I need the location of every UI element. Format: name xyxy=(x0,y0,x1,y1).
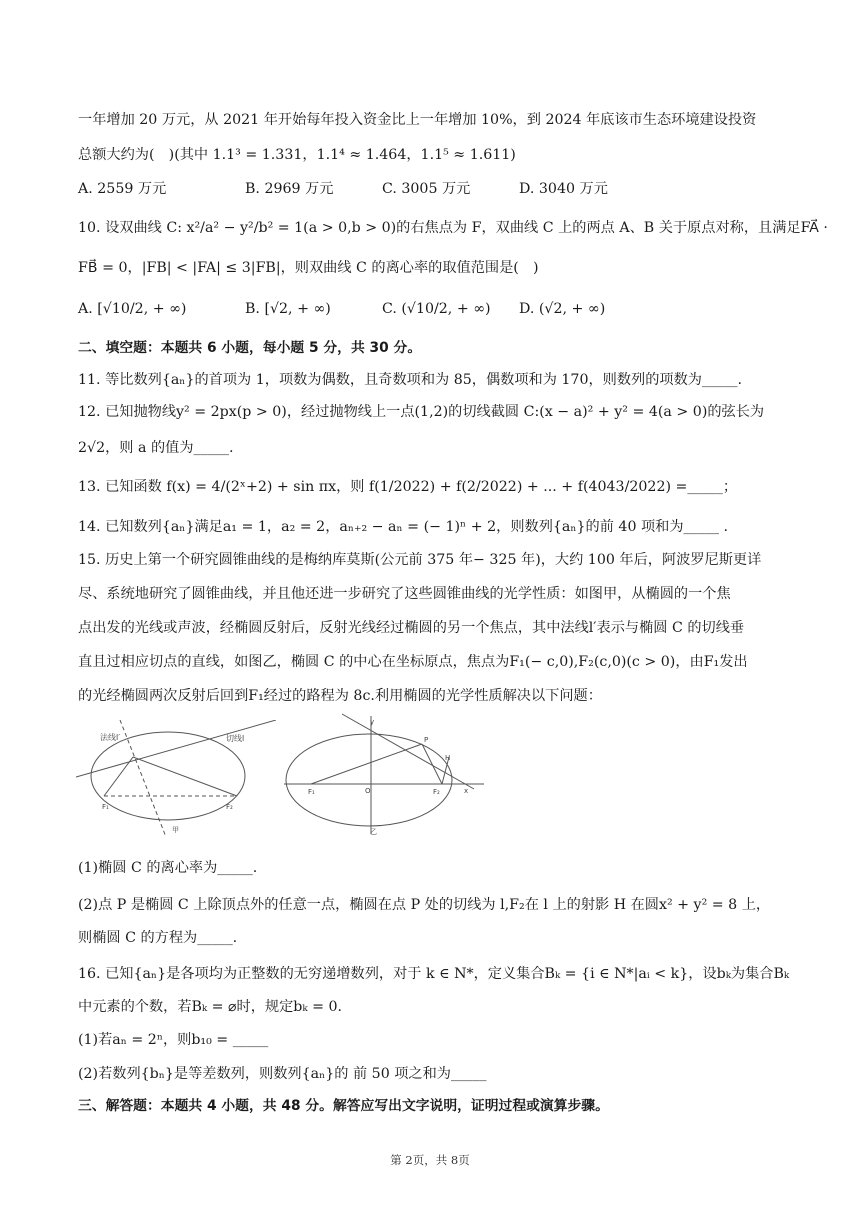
q15-part1: (1)椭圆 C 的离心率为_____. xyxy=(78,860,258,876)
origin-label: O xyxy=(365,787,371,795)
q15-stem-line3: 点出发的光线或声波，经椭圆反射后，反射光线经过椭圆的另一个焦点，其中法线l′表示与椭圆 C 的切线垂 xyxy=(78,620,745,636)
q15-part2-line2: 则椭圆 C 的方程为_____. xyxy=(78,930,238,946)
caption-yi: 乙 xyxy=(370,828,377,836)
q11-stem: 11. 等比数列{aₙ}的首项为 1，项数为偶数，且奇数项和为 85，偶数项和为 170，则数列的项数为_____. xyxy=(78,372,742,388)
q13-stem: 13. 已知函数 f(x) = 4/(2ˣ+2) + sin πx，则 f(1/2022) + f(2/2022) + ... + f(4043/2022) =_____； xyxy=(78,479,738,495)
q10-stem-line2: FB⃗ = 0，|FB| < |FA| ≤ 3|FB|，则双曲线 C 的离心率的取值范围是( ) xyxy=(78,260,539,276)
page-footer: 第 2页，共 8页 xyxy=(390,1153,470,1167)
figure-yi xyxy=(284,712,490,838)
point-p-label: P xyxy=(424,736,429,744)
q16-part2: (2)若数列{bₙ}是等差数列，则数列{aₙ}的 前 50 项之和为_____ xyxy=(78,1066,487,1082)
q16-stem-line1: 16. 已知{aₙ}是各项均为正整数的无穷递增数列，对于 k ∈ N*，定义集合Bₖ = {i ∈ N*|aᵢ < k}，设bₖ为集合Bₖ xyxy=(78,966,790,982)
f1-label: F₁ xyxy=(102,803,109,811)
x-axis-label: x xyxy=(464,787,469,795)
q9-option-a[interactable]: A. 2559 万元 xyxy=(78,181,167,197)
q12-stem-line1: 12. 已知抛物线y² = 2px(p > 0)，经过抛物线上一点(1,2)的切线截圆 C:(x − a)² + y² = 4(a > 0)的弦长为 xyxy=(78,404,765,420)
q9-option-d[interactable]: D. 3040 万元 xyxy=(519,181,608,197)
tangent-line-label: 切线l xyxy=(226,734,245,743)
q15-part2-line1: (2)点 P 是椭圆 C 上除顶点外的任意一点，椭圆在点 P 处的切线为 l,F₂在 l 上的射影 H 在圆x² + y² = 8 上， xyxy=(78,897,771,913)
q15-stem-line1: 15. 历史上第一个研究圆锥曲线的是梅纳库莫斯(公元前 375 年− 325 年)，大约 100 年后，阿波罗尼斯更详 xyxy=(78,552,762,568)
q10-stem-line1: 10. 设双曲线 C: x²/a² − y²/b² = 1(a > 0,b > 0)的右焦点为 F，双曲线 C 上的两点 A、B 关于原点对称，且满足FA⃗ · xyxy=(78,220,828,236)
q15-stem-line4: 直且过相应切点的直线，如图乙，椭圆 C 的中心在坐标原点，焦点为F₁(− c,0),F₂(c,0)(c > 0)，由F₁发出 xyxy=(78,654,748,670)
q14-stem: 14. 已知数列{aₙ}满足a₁ = 1，a₂ = 2，aₙ₊₂ − aₙ = (− 1)ⁿ + 2，则数列{aₙ}的前 40 项和为_____ . xyxy=(78,519,729,535)
f2-label: F₂ xyxy=(433,788,440,796)
f1-label: F₁ xyxy=(308,788,315,796)
point-h-label: H xyxy=(445,754,451,762)
caption-jia: 甲 xyxy=(172,826,179,834)
q15-stem-line5: 的光经椭圆两次反射后回到F₁经过的路程为 8c.利用椭圆的光学性质解决以下问题： xyxy=(78,688,602,704)
q16-part1: (1)若aₙ = 2ⁿ，则b₁₀ = _____ xyxy=(78,1032,269,1048)
q15-stem-line2: 尽、系统地研究了圆锥曲线，并且他还进一步研究了这些圆锥曲线的光学性质：如图甲，从椭圆的一个焦 xyxy=(78,586,731,602)
q12-stem-line2: 2√2，则 a 的值为_____. xyxy=(78,440,234,456)
q16-stem-line2: 中元素的个数，若Bₖ = ⌀时，规定bₖ = 0. xyxy=(78,999,343,1015)
q10-option-c[interactable]: C. (√10/2, + ∞) xyxy=(382,301,491,317)
q9-stem-line1: 一年增加 20 万元，从 2021 年开始每年投入资金比上一年增加 10%，到 2024 年底该市生态环境建设投资 xyxy=(78,112,757,128)
figure-jia xyxy=(76,720,276,838)
q9-option-b[interactable]: B. 2969 万元 xyxy=(245,181,334,197)
q10-option-a[interactable]: A. [√10/2, + ∞) xyxy=(78,301,187,317)
q10-option-b[interactable]: B. [√2, + ∞) xyxy=(245,301,331,317)
q9-option-c[interactable]: C. 3005 万元 xyxy=(382,181,471,197)
f2-label: F₂ xyxy=(226,803,233,811)
y-axis-label: y xyxy=(370,718,375,726)
section-2-heading: 二、填空题：本题共 6 小题，每小题 5 分，共 30 分。 xyxy=(78,340,422,356)
normal-line-label: 法线l′ xyxy=(100,733,121,742)
q10-option-d[interactable]: D. (√2, + ∞) xyxy=(519,301,606,317)
q9-stem-line2: 总额大约为( )(其中 1.1³ = 1.331，1.1⁴ ≈ 1.464，1.1⁵ ≈ 1.611) xyxy=(78,147,516,163)
section-3-heading: 三、解答题：本题共 4 小题，共 48 分。解答应写出文字说明，证明过程或演算步骤。 xyxy=(78,1098,609,1114)
